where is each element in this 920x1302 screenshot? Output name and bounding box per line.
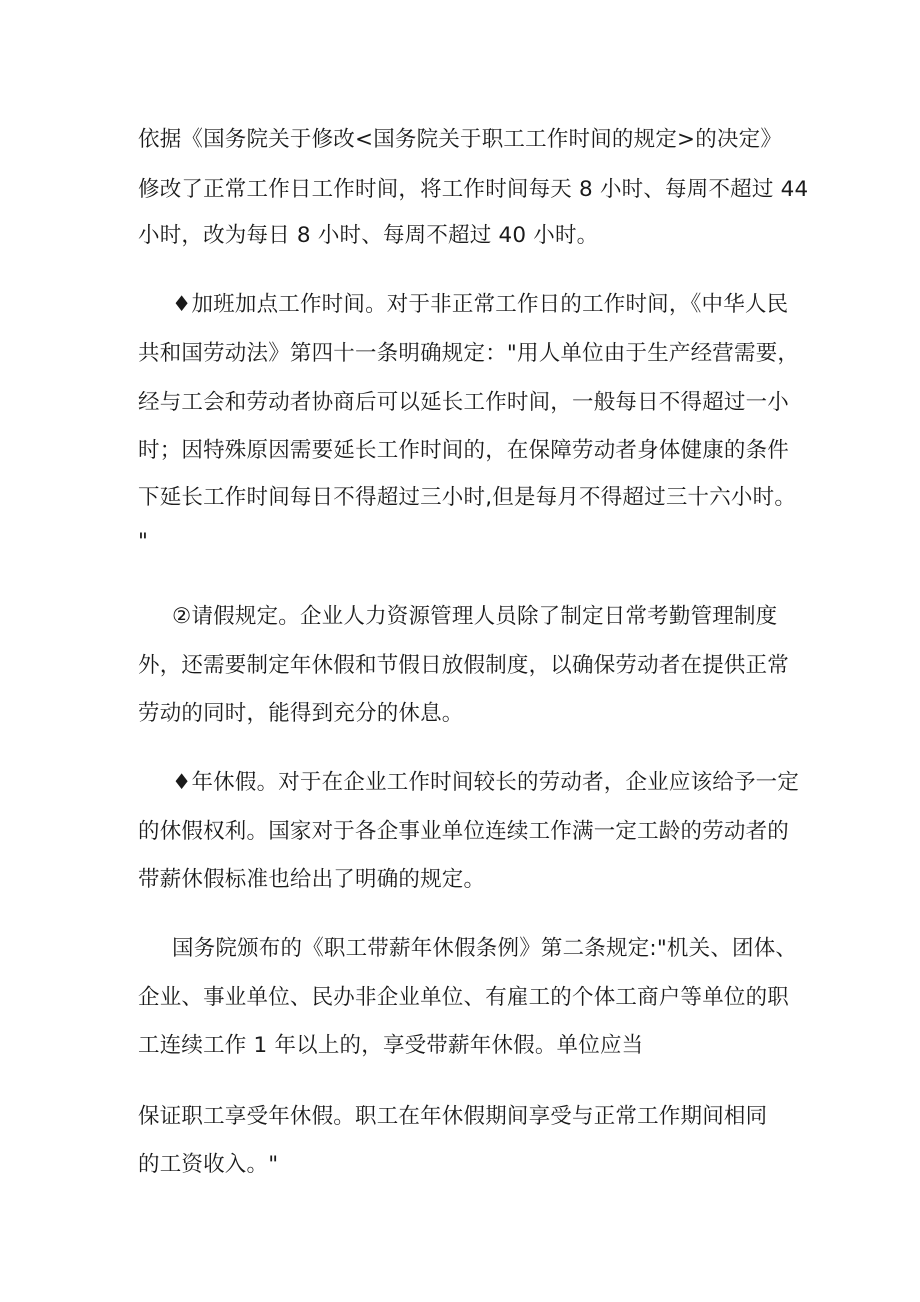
text-line: 下延长工作时间每日不得超过三小时,但是每月不得超过三十六小时。 <box>138 485 797 510</box>
text-line: 带薪休假标准也给出了明确的规定。 <box>138 867 486 892</box>
text-line: 共和国劳动法》第四十一条明确规定："用人单位由于生产经营需要， <box>138 341 800 366</box>
text-line: 小时，改为每日 8 小时、每周不超过 40 小时。 <box>138 223 599 248</box>
text-line: 的休假权利。国家对于各企事业单位连续工作满一定工龄的劳动者的 <box>138 819 790 844</box>
text-line: ②请假规定。企业人力资源管理人员除了制定日常考勤管理制度 <box>172 604 778 629</box>
text-line: 时；因特殊原因需要延长工作时间的，在保障劳动者身体健康的条件 <box>138 438 790 463</box>
text-line: 工连续工作 1 年以上的，享受带薪年休假。单位应当 <box>138 1033 644 1058</box>
text-line: 保证职工享受年休假。职工在年休假期间享受与正常工作期间相同 <box>138 1104 768 1129</box>
text-line: 经与工会和劳动者协商后可以延长工作时间，一般每日不得超过一小 <box>138 390 790 415</box>
text-line: 依据《国务院关于修改<国务院关于职工工作时间的规定>的决定》 <box>138 127 783 152</box>
text-line: " <box>138 529 149 554</box>
text-line: 国务院颁布的《职工带薪年休假条例》第二条规定:"机关、团体、 <box>172 936 798 961</box>
text-line: ♦加班加点工作时间。对于非正常工作日的工作时间，《中华人民 <box>172 292 789 317</box>
text-line: 的工资收入。" <box>138 1152 279 1177</box>
text-line: 外，还需要制定年休假和节假日放假制度，以确保劳动者在提供正常 <box>138 653 790 678</box>
text-line: 修改了正常工作日工作时间，将工作时间每天 8 小时、每周不超过 44 <box>138 177 809 202</box>
text-line: 企业、事业单位、民办非企业单位、有雇工的个体工商户等单位的职 <box>138 985 790 1010</box>
text-line: ♦年休假。对于在企业工作时间较长的劳动者，企业应该给予一定 <box>172 770 800 795</box>
text-line: 劳动的同时，能得到充分的休息。 <box>138 701 464 726</box>
